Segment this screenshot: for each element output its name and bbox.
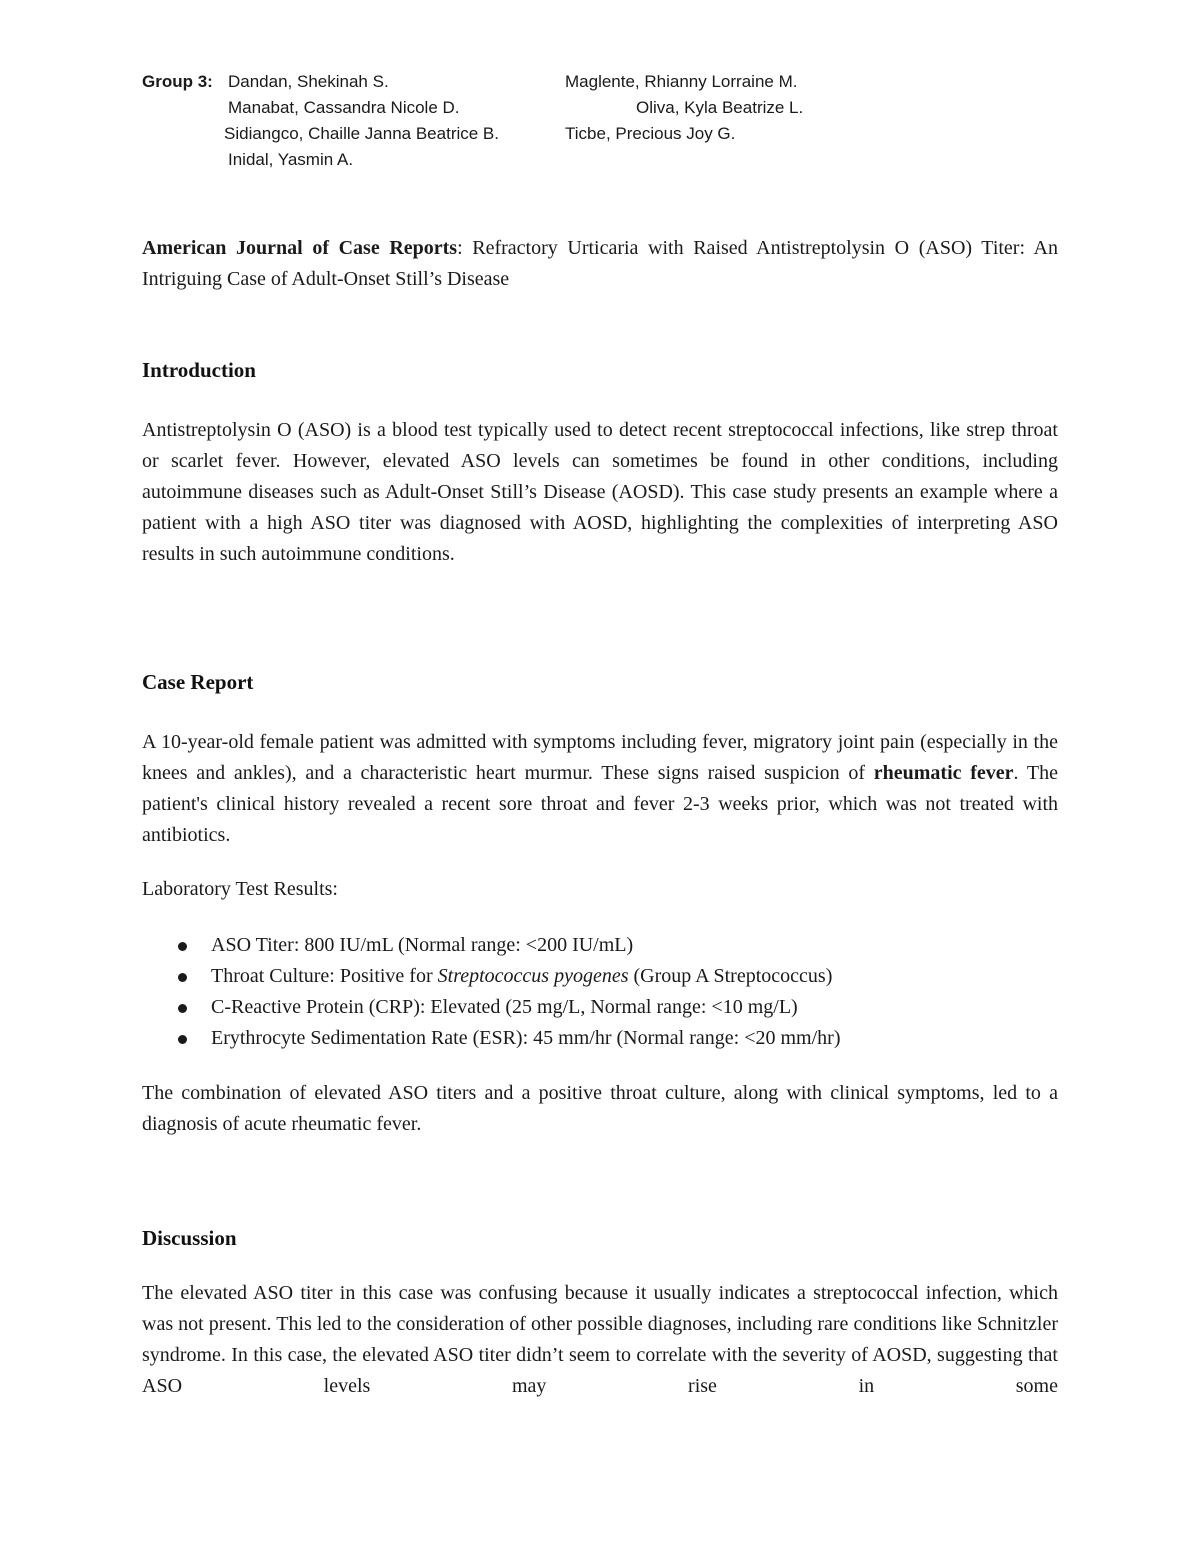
case-report-paragraph [142, 727, 1058, 851]
discussion-body: The elevated ASO titer in this case was confusing because it usually indicates a streptococcal infection, which was not present. This led to the consideration of other possible diagnoses, including rare conditions like Schnitzler syndrome. In this case, the elevated ASO titer didn’t seem to correlate with the severity of AOSD, suggesting that ASO levels may rise in some [142, 1282, 1058, 1397]
bullet-icon [178, 1004, 187, 1013]
lab-crp: C-Reactive Protein (CRP): Elevated (25 mg/L, Normal range: <10 mg/L) [211, 996, 798, 1018]
group-member: Maglente, Rhianny Lorraine M. [565, 72, 798, 91]
lab-results-heading: Laboratory Test Results: [142, 878, 338, 900]
case-report-conclusion: The combination of elevated ASO titers and a positive throat culture, along with clinical symptoms, led to a diagnosis of acute rheumatic fever. [142, 1082, 1058, 1135]
lab-aso: ASO Titer: 800 IU/mL (Normal range: <200 IU/mL) [211, 934, 634, 956]
title-text: Refractory Urticaria with Raised Antistreptolysin O (ASO) Titer: An Intriguing Case of Adult-Onset Still’s Disease [142, 237, 1058, 290]
group-member: Sidiangco, Chaille Janna Beatrice B. [224, 124, 499, 143]
list-item [142, 992, 1058, 1023]
lab-esr: Erythrocyte Sedimentation Rate (ESR): 45 mm/hr (Normal range: <20 mm/hr) [211, 1027, 841, 1049]
discussion-heading: Discussion [142, 1226, 237, 1250]
list-item [142, 961, 1058, 992]
case-report-text: . The patient's clinical history revealed a recent sore throat and fever 2-3 weeks prior, which was not treated with antibiotics. [142, 762, 1059, 846]
group-label [142, 69, 213, 95]
lab-results-list [142, 930, 1058, 1054]
title-separator: : [457, 237, 473, 259]
paper-title [142, 233, 1058, 295]
group-member: Inidal, Yasmin A. [228, 150, 354, 169]
group-member: Ticbe, Precious Joy G. [565, 124, 736, 143]
group-member: Dandan, Shekinah S. [228, 72, 389, 91]
lab-culture-organism: Streptococcus pyogenes [437, 965, 629, 987]
bullet-icon [178, 973, 187, 982]
journal-name: American Journal of Case Reports [142, 237, 458, 259]
case-report-emphasis: rheumatic fever [873, 762, 1014, 784]
lab-culture-group: (Group A Streptococcus) [628, 965, 833, 987]
bullet-icon [178, 1035, 187, 1044]
lab-culture: Throat Culture: Positive for [211, 965, 438, 987]
introduction-heading: Introduction [142, 358, 256, 382]
group-member: Manabat, Cassandra Nicole D. [228, 98, 460, 117]
case-report-text: A 10-year-old female patient was admitted with symptoms including fever, migratory joint pain (especially in the knees and ankles), and a characteristic heart murmur. These signs raised suspicion of [142, 731, 1058, 784]
case-report-heading: Case Report [142, 670, 254, 694]
bullet-icon [178, 942, 187, 951]
list-item [142, 1023, 1058, 1054]
list-item [142, 930, 1058, 961]
group-label-text: Group 3: [142, 72, 213, 91]
group-member: Oliva, Kyla Beatrize L. [636, 98, 804, 117]
introduction-body: Antistreptolysin O (ASO) is a blood test typically used to detect recent streptococcal infections, like strep throat or scarlet fever. However, elevated ASO levels can sometimes be found in other conditions, including autoimmune diseases such as Adult-Onset Still’s Disease (AOSD). This case study presents an example where a patient with a high ASO titer was diagnosed with AOSD, highlighting the complexities of interpreting ASO results in such autoimmune conditions. [142, 419, 1058, 565]
